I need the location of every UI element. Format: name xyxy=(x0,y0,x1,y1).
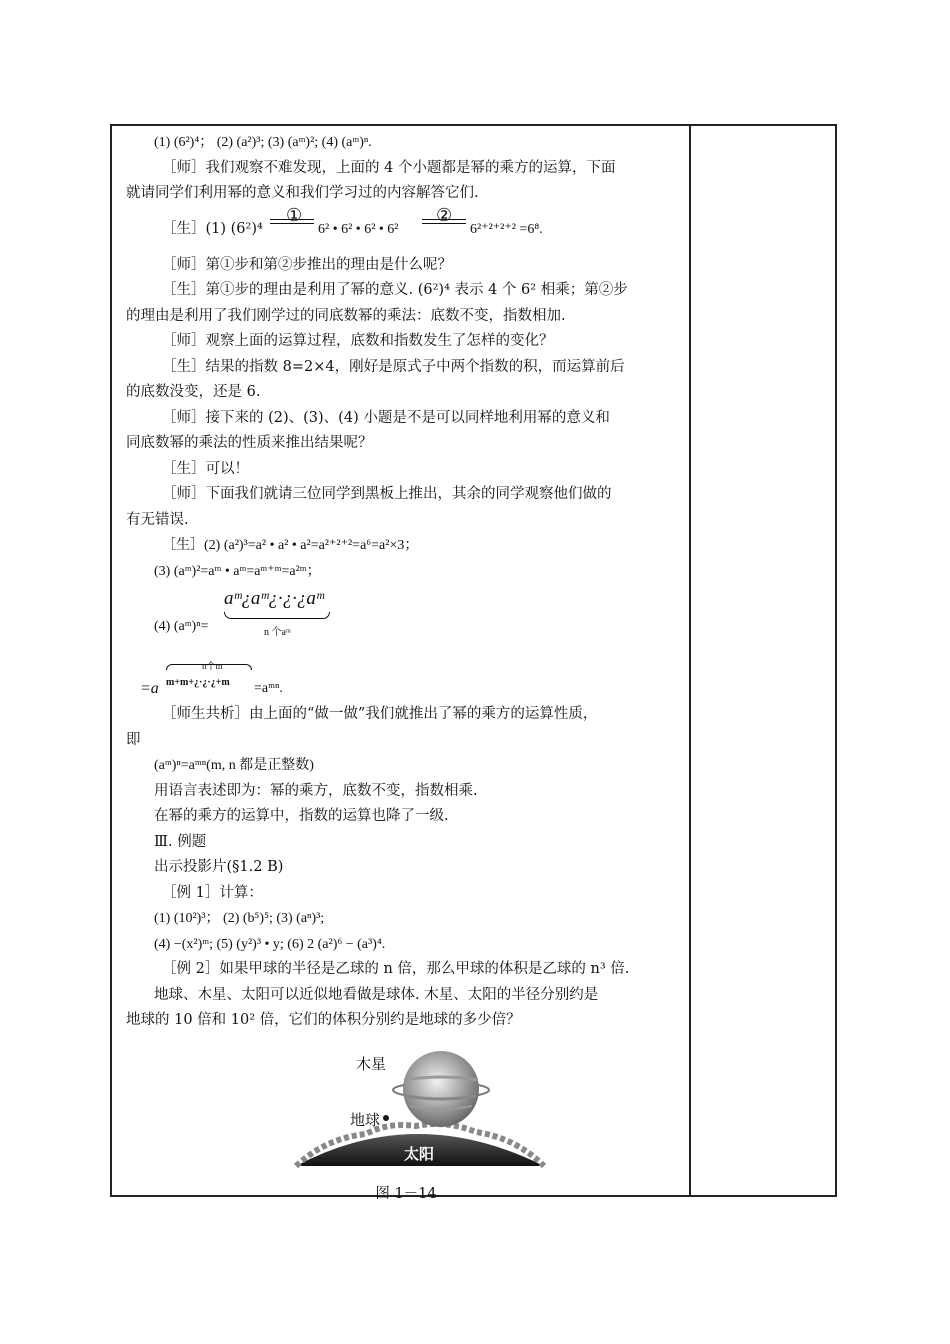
derivation-4 xyxy=(126,584,686,650)
step-2-mark: ② xyxy=(436,204,453,226)
text-line: 地球、木星、太阳可以近似地看做是球体. 木星、太阳的半径分别约是 xyxy=(154,986,599,1003)
text-line: 地球的 10 倍和 10² 倍，它们的体积分别约是地球的多少倍？ xyxy=(126,1012,521,1028)
problem-list: (1) (6²)⁴； (2) (a²)³; (3) (aᵐ)²; (4) (aᵐ)ⁿ. xyxy=(154,135,372,150)
text-line: 在幂的乘方的运算中，指数的运算也降了一级. xyxy=(154,808,449,824)
power-exponent: m+m+¿·¿·¿+m xyxy=(166,677,230,688)
section-heading: Ⅲ. 例题 xyxy=(154,833,207,850)
derivation-end: 6²⁺²⁺²⁺² =6⁸. xyxy=(470,221,543,237)
earth-label: 地球 xyxy=(350,1110,381,1129)
derivation-3: (3) (aᵐ)²=aᵐ • aᵐ=aᵐ⁺ᵐ=a²ᵐ； xyxy=(154,563,321,579)
lesson-table xyxy=(110,124,837,1202)
teacher-line: ［师］观察上面的运算过程，底数和指数发生了怎样的变化？ xyxy=(162,333,554,349)
teacher-line: ［师］我们观察不难发现，上面的 4 个小题都是幂的乘方的运算，下面 xyxy=(162,159,616,176)
text-line: 的理由是利用了我们刚学过的同底数幂的乘法：底数不变，指数相加. xyxy=(126,307,566,324)
derivation-6 xyxy=(126,204,686,253)
power-base: =a xyxy=(140,680,159,697)
column-divider xyxy=(689,126,691,1195)
text-line: 有无错误. xyxy=(126,511,189,528)
student-line: ［生］可以！ xyxy=(162,460,249,477)
joint-analysis-line: ［师生共析］由上面的“做一做”我们就推出了幂的乘方的运算性质， xyxy=(162,706,598,722)
derivation-4-start: (4) (aᵐ)ⁿ= xyxy=(154,619,209,634)
sun-label: 太阳 xyxy=(404,1144,435,1163)
jupiter-shape xyxy=(403,1051,479,1127)
power-rule: (aᵐ)ⁿ=aᵐⁿ(m, n 都是正整数) xyxy=(154,758,314,773)
example-1-items-b: (4) −(x²)ᵐ; (5) (y²)³ • y; (6) 2 (a²)⁶ − (a³)⁴. xyxy=(154,936,386,952)
text-line: 出示投影片(§1.2 B) xyxy=(154,859,284,875)
rule-in-words: 用语言表述即为：幂的乘方，底数不变，指数相乘. xyxy=(154,782,478,799)
jupiter-label: 木星 xyxy=(356,1054,387,1073)
underbrace-label: n 个aᵐ xyxy=(264,627,291,638)
teacher-line: ［师］第①步和第②步推出的理由是什么呢？ xyxy=(162,256,452,273)
equals-line-2 xyxy=(422,219,466,224)
text-line: 同底数幂的乘法的性质来推出结果呢？ xyxy=(126,435,373,451)
underbrace xyxy=(224,612,330,619)
planet-figure xyxy=(126,1042,686,1172)
text-line: 就请同学们利用幂的意义和我们学习过的内容解答它们. xyxy=(126,185,479,201)
figure-caption: 图 1－14 xyxy=(375,1185,437,1202)
product-expression: aᵐ¿aᵐ¿·¿·¿aᵐ xyxy=(224,588,324,609)
power-result: =aᵐⁿ. xyxy=(254,681,283,696)
student-line: ［生］第①步的理由是利用了幂的意义. (6²)⁴ 表示 4 个 6² 相乘；第②步 xyxy=(162,282,628,298)
lesson-content xyxy=(126,130,686,1207)
equals-line-1 xyxy=(270,219,314,224)
derivation-4-result xyxy=(126,650,686,702)
example-1-items-a: (1) (10²)³； (2) (b⁵)⁵; (3) (aⁿ)³; xyxy=(154,911,325,926)
teacher-line: ［师］接下来的 (2)、(3)、(4) 小题是不是可以同样地利用幂的意义和 xyxy=(162,409,610,426)
earth-dot xyxy=(383,1115,389,1121)
student-line: ［生］结果的指数 8=2×4，刚好是原式子中两个指数的积，而运算前后 xyxy=(162,358,625,375)
overbrace-label: n个m xyxy=(202,661,223,671)
example-1-heading: ［例 1］计算： xyxy=(162,884,263,901)
text-line: 的底数没变，还是 6. xyxy=(126,384,261,400)
student-derivation-2: ［生］(2) (a²)³=a² • a² • a²=a²⁺²⁺²=a⁶=a²×3； xyxy=(162,538,419,553)
example-2-line: ［例 2］如果甲球的半径是乙球的 n 倍，那么甲球的体积是乙球的 n³ 倍. xyxy=(162,961,630,977)
step-1-mark: ① xyxy=(286,204,303,226)
text-line: 即 xyxy=(126,731,141,748)
derivation-start: ［生］(1) (6²)⁴ xyxy=(162,220,263,237)
teacher-line: ［师］下面我们就请三位同学到黑板上推出，其余的同学观察他们做的 xyxy=(162,486,612,502)
derivation-mid: 6² • 6² • 6² • 6² xyxy=(318,221,399,237)
